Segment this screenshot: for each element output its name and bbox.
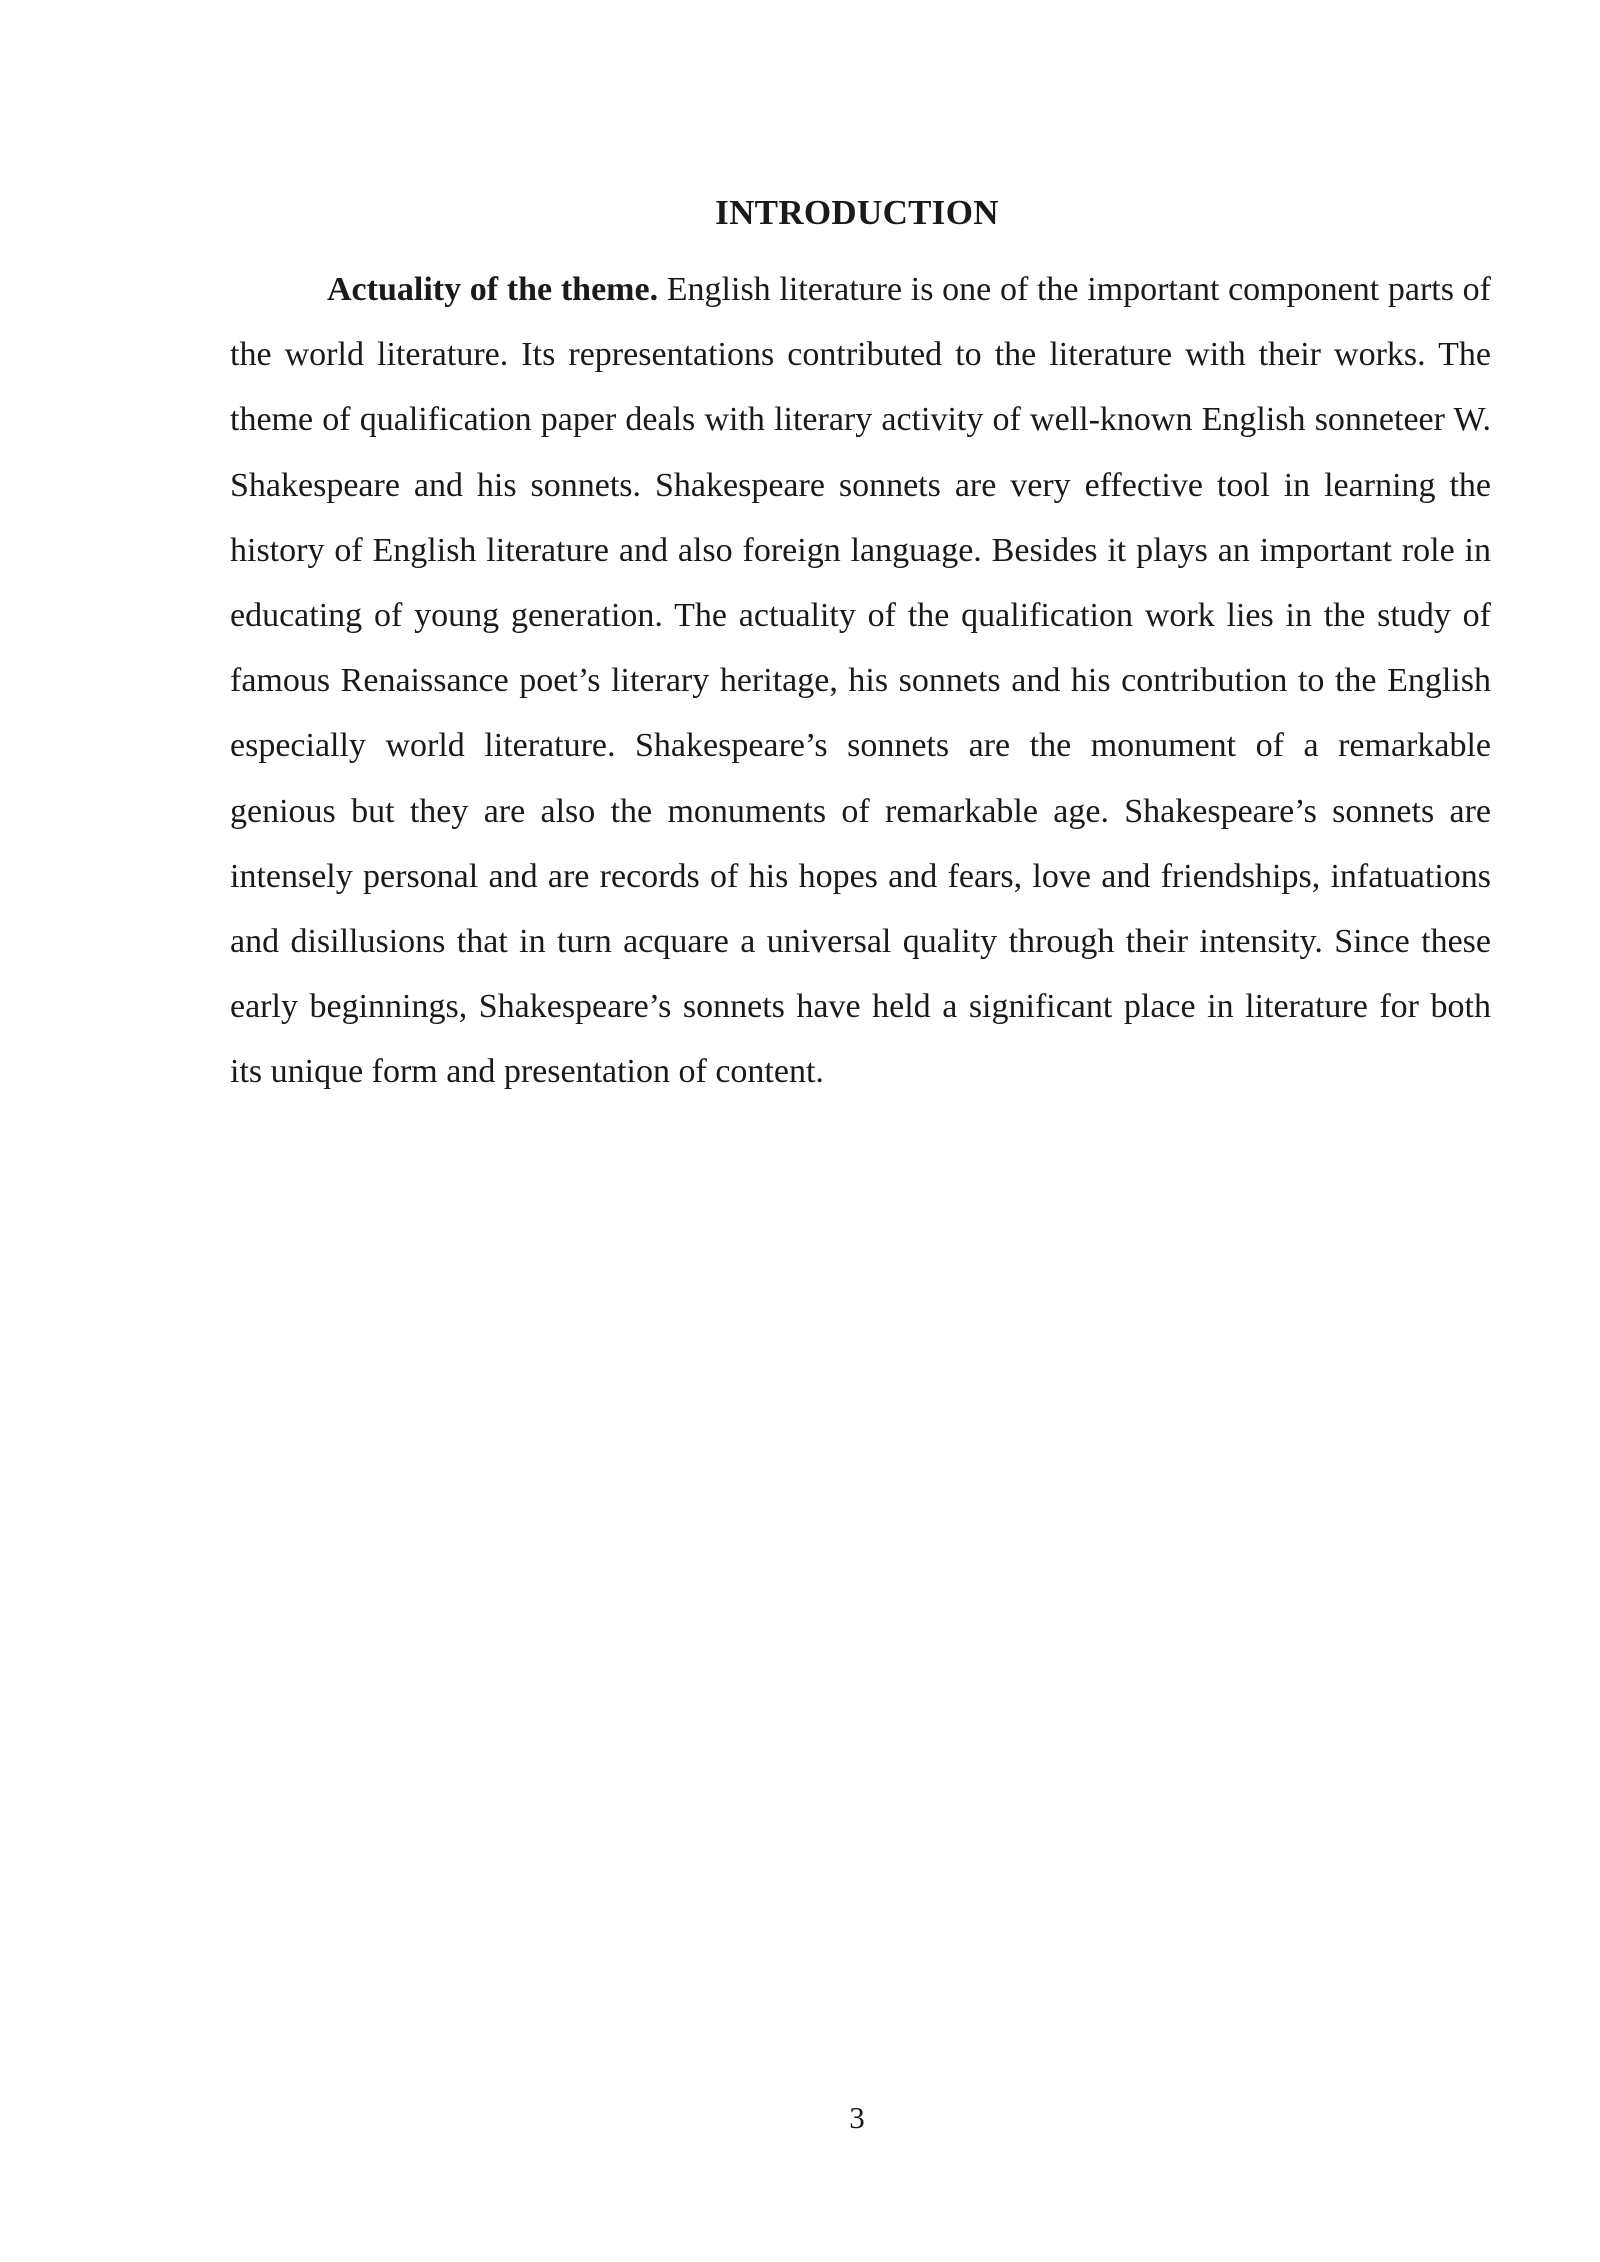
intro-paragraph (230, 257, 1491, 1105)
paragraph-text: English literature is one of the important component parts of the world literature. Its representations contributed to the literature with their works. The theme of qualification paper deals with literary activity of well-known English sonneteer W. Shakespeare and his sonnets. Shakespeare sonnets are very effective tool in learning the history of English literature and also foreign language. Besides it plays an important role in educating of young generation. The actuality of the qualification work lies in the study of famous Renaissance poet’s literary heritage, his sonnets and his contribution to the English especially world literature. Shakespeare’s sonnets are the monument of a remarkable genious but they are also the monuments of remarkable age. Shakespeare’s sonnets are intensely personal and are records of his hopes and fears, love and friendships, infatuations and disillusions that in turn acquare a universal quality through their intensity. Since these early beginnings, Shakespeare’s sonnets have held a significant place in literature for both its unique form and presentation of content. (230, 271, 1491, 1091)
section-heading: INTRODUCTION (715, 193, 999, 232)
page-number: 3 (849, 2100, 865, 2135)
paragraph-lead: Actuality of the theme. (327, 271, 659, 308)
